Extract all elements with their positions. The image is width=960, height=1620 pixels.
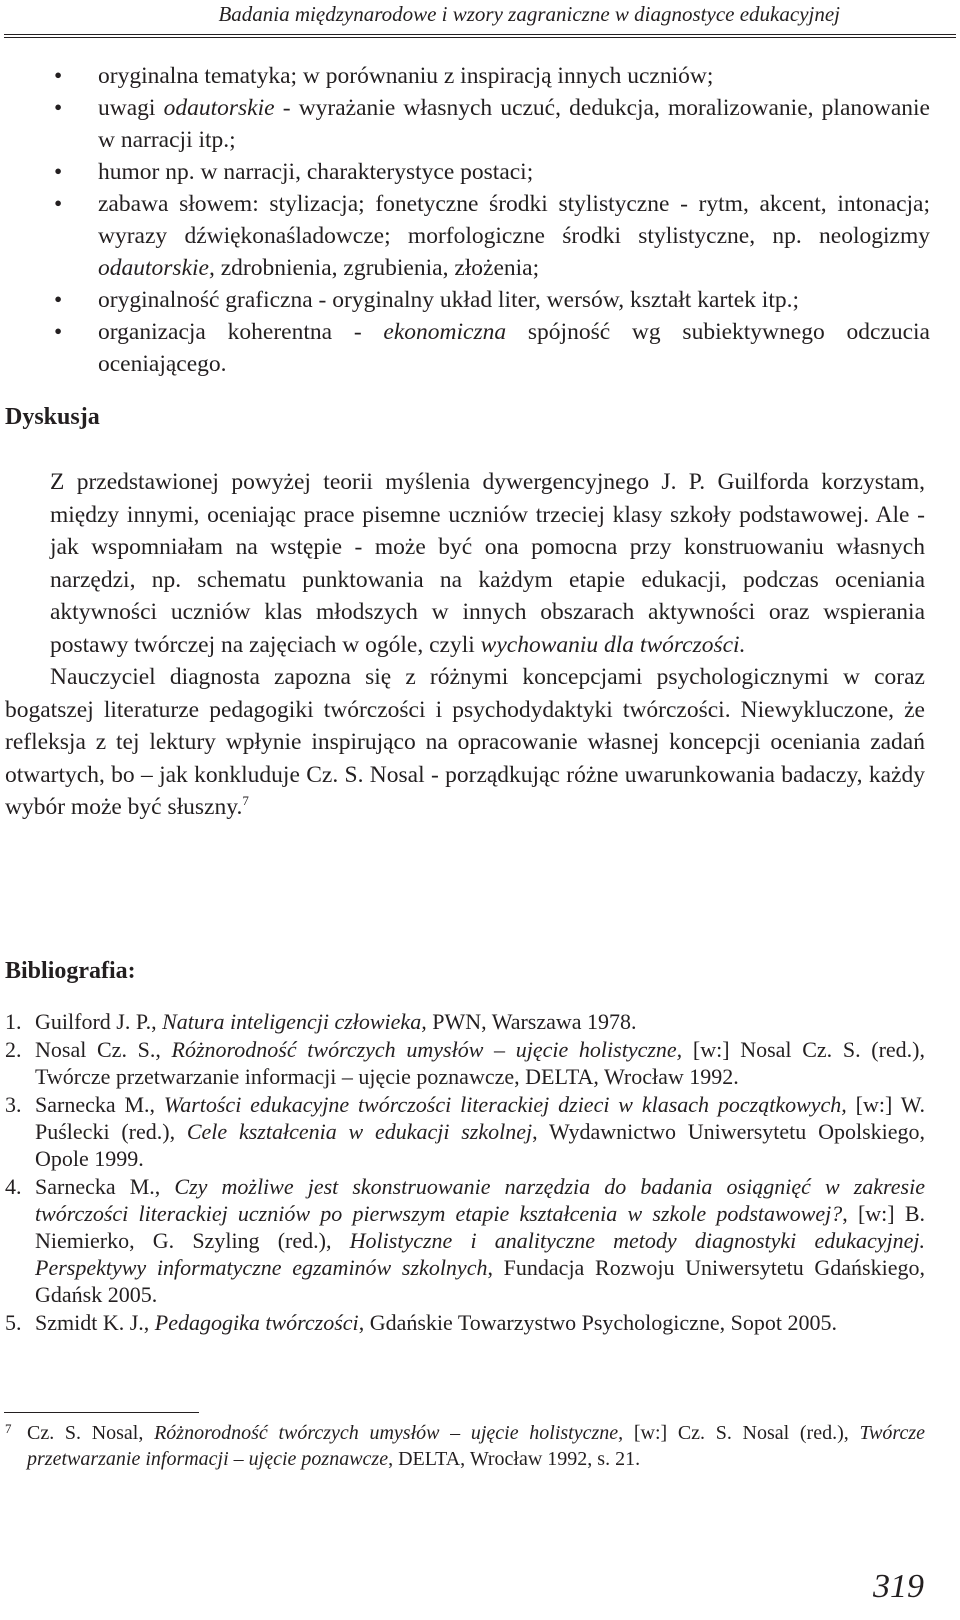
bullet-item (30, 156, 930, 188)
bullet-text: humor np. w narracji, charakterystyce postaci; (98, 159, 534, 185)
bib-collection-title: Holistyczne i analityczne metody diagnostyki edukacyjnej. Perspektywy informatyczne egzaminów szkolnych (35, 1228, 926, 1280)
footnote (5, 1420, 925, 1472)
discussion-body (5, 466, 925, 824)
bib-author: Nosal Cz. S., (35, 1037, 172, 1062)
bullet-text: organizacja koherentna - (98, 319, 384, 345)
paragraph-text: Nauczyciel diagnosta zapozna się z różnymi koncepcjami psychologicznymi w coraz bogatszej literaturze pedagogiki twórczości i psychodydaktyki twórczości. Niewykluczone, że refleksja z tej lektury wpłynie inspirująco na opracowanie własnej koncepcji oceniania zadań otwartych, bo – jak konkluduje Cz. S. Nosal - porządkując różne uwarunkowania badaczy, każdy wybór może być słuszny. (5, 664, 925, 820)
bullet-item (30, 188, 930, 284)
bib-publisher: [w:] Nosal Cz. S. (red.), Twórcze przetwarzanie informacji – ujęcie poznawcze, DELTA, Wrocław 1992. (35, 1037, 925, 1089)
discussion-paragraph (5, 661, 925, 824)
bullet-text: - wyrażanie własnych uczuć, dedukcja, moralizowanie, planowanie w narracji itp.; (98, 95, 930, 153)
footnote-number: 7 (5, 1421, 12, 1436)
paragraph-italic: wychowaniu dla twórczości. (480, 631, 746, 658)
running-title: Badania międzynarodowe i wzory zagraniczne w diagnostyce edukacyjnej (218, 2, 840, 26)
bibliography-item (5, 1036, 925, 1090)
bib-editor: [w:] W. Puślecki (red.), (35, 1092, 926, 1144)
bullet-text: oryginalna tematyka; w porównaniu z inspiracją innych uczniów; (98, 63, 714, 89)
bullet-item (30, 316, 930, 380)
fn-collection-title: Twórcze przetwarzanie informacji – ujęcie poznawcze (27, 1422, 926, 1470)
bullet-italic-term: ekonomiczna (383, 319, 507, 345)
bullet-item (30, 284, 930, 316)
bib-title: Pedagogika twórczości (154, 1310, 359, 1335)
bibliography-number: 4. (5, 1174, 22, 1199)
bullet-text: uwagi (98, 95, 164, 121)
running-header (0, 0, 960, 40)
fn-editor: [w:] Cz. S. Nosal (red.), (623, 1422, 860, 1444)
header-rule (4, 34, 956, 38)
bib-editor: , [w:] B. Niemierko, G. Szyling (red.), (35, 1201, 926, 1253)
bibliography-item (5, 1309, 925, 1336)
footnote-text (5, 1420, 925, 1472)
bullet-text: oryginalność graficzna - oryginalny układ liter, wersów, kształt kartek itp.; (98, 287, 800, 313)
criteria-bullet-list (30, 60, 930, 380)
bibliography-list (5, 1008, 925, 1337)
bullet-text: spójność wg subiektywnego odczucia oceniającego. (98, 319, 930, 377)
bullet-text: zabawa słowem: stylizacja; fonetyczne środki stylistyczne - rytm, akcent, intonacja; wyrazy dźwiękonaśladowcze; morfologiczne środki stylistyczne, np. neologizmy (98, 191, 930, 249)
bib-title: Natura inteligencji człowieka, (162, 1009, 427, 1034)
bib-publisher: , Gdańskie Towarzystwo Psychologiczne, Sopot 2005. (358, 1310, 838, 1335)
bullet-item (30, 92, 930, 156)
bib-title: Czy możliwe jest skonstruowanie narzędzia do badania osiągnięć w zakresie twórczości literackiej uczniów po pierwszym etapie kształcenia w szkole podstawowej? (35, 1174, 925, 1226)
fn-title: Różnorodność twórczych umysłów – ujęcie holistyczne, (154, 1422, 624, 1444)
bib-title: Różnorodność twórczych umysłów – ujęcie holistyczne, (171, 1037, 683, 1062)
bibliography-heading: Bibliografia: (5, 958, 136, 984)
bullet-italic-term: odautorskie (163, 95, 275, 121)
bib-author: Guilford J. P., (35, 1009, 163, 1034)
bib-publisher: , Wydawnictwo Uniwersytetu Opolskiego, Opole 1999. (35, 1119, 926, 1171)
bullet-text: zdrobnienia, zgrubienia, złożenia; (214, 255, 540, 281)
footnote-rule (4, 1412, 199, 1413)
bibliography-item (5, 1008, 925, 1035)
discussion-heading: Dyskusja (5, 404, 100, 430)
discussion-paragraph (5, 466, 925, 661)
bibliography-item (5, 1091, 925, 1172)
bib-author: Sarnecka M., (35, 1174, 175, 1199)
bibliography-item (5, 1173, 925, 1308)
bib-author: Szmidt K. J., (35, 1310, 155, 1335)
page-number: 319 (873, 1568, 924, 1605)
fn-publisher: , DELTA, Wrocław 1992, s. 21. (388, 1448, 641, 1470)
bibliography-number: 2. (5, 1037, 22, 1062)
footnote-reference[interactable]: 7 (242, 793, 249, 809)
bib-title: Wartości edukacyjne twórczości literackiej dzieci w klasach początkowych, (163, 1092, 847, 1117)
fn-author: Cz. S. Nosal, (27, 1422, 155, 1444)
bib-author: Sarnecka M., (35, 1092, 164, 1117)
bib-collection-title: Cele kształcenia w edukacji szkolnej (186, 1119, 533, 1144)
bibliography-number: 1. (5, 1009, 22, 1034)
bibliography-number: 5. (5, 1310, 22, 1335)
bib-publisher: , Fundacja Rozwoju Uniwersytetu Gdańskiego, Gdańsk 2005. (35, 1255, 925, 1307)
bibliography-number: 3. (5, 1092, 22, 1117)
bib-publisher: PWN, Warszawa 1978. (426, 1009, 637, 1034)
bullet-italic-term: odautorskie, (98, 255, 215, 281)
paragraph-text: Z przedstawionej powyżej teorii myślenia dywergencyjnego J. P. Guilforda korzystam, między innymi, oceniając prace pisemne uczniów trzeciej klasy szkoły podstawowej. Ale - jak wspomniałam na wstępie - może być ona pomocna przy konstruowaniu własnych narzędzi, np. schematu punktowania na każdym etapie edukacji, podczas oceniania aktywności uczniów klas młodszych w innych obszarach aktywności oraz wspierania postawy twórczej na zajęciach w ogóle, czyli (50, 469, 925, 658)
bullet-item (30, 60, 930, 92)
